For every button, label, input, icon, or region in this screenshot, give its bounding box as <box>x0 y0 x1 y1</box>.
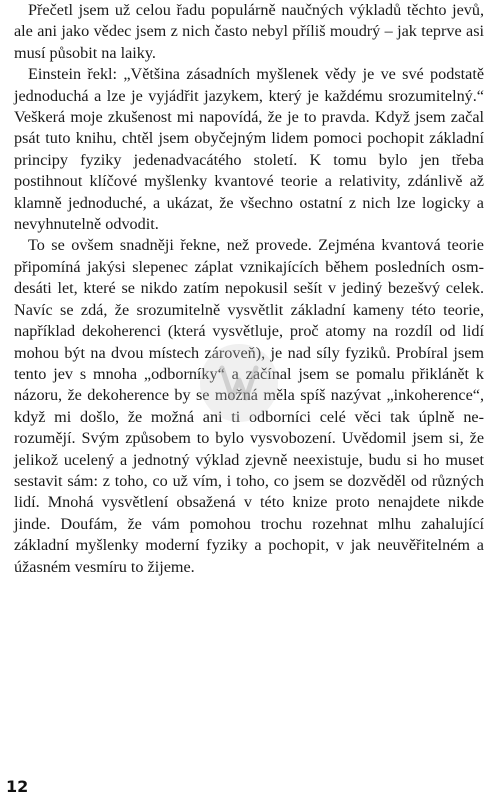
paragraph-3: To se ovšem snadněji řekne, než provede. Zejména kvantová teorie připomíná jakýsi slepenec záplat vznikajících během posledních osmdesáti let, které se nikdo zatím nepokusil sešít v jediný bezešvý celek. Navíc se zdá, že srozumitelně vysvětlit základní kameny této teorie, například dekoherenci (která vysvětluje, proč atomy na rozdíl od lidí mohou být na dvou místech zároveň), je nad síly fyziků. Probíral jsem tento jev s mnoha „odborníky“ a začínal jsem se pomalu přiklánět k názoru, že dekoherence by se možná měla spíš nazývat „inkoherence“, když mi došlo, že možná ani ti odborníci celé věci tak úplně nerozumějí. Svým způsobem to bylo vysvobození. Uvědomil jsem si, že jelikož ucelený a jednotný výklad zjevně neexistuje, budu si ho muset sestavit sám: z toho, co už vím, i toho, co jsem se dozvěděl od různých lidí. Mnohá vysvětlení obsažená v této knize proto nenajdete nikde jinde. Doufám, že vám pomohou trochu rozehnat mlhu zahalující základní myšlenky moderní fyziky a pochopit, v jak neuvěřitelném a úžasném vesmíru to žijeme. <box>14 236 484 576</box>
paragraph-1: Přečetl jsem už celou řadu populárně naučných výkladů těchto jevů, ale ani jako vědec jsem z nich často nebyl příliš moudrý – jak teprve asi musí působit na laiky. <box>14 1 484 62</box>
paragraph-2: Einstein řekl: „Většina zásadních myšlenek vědy je ve své podstatě jednoduchá a lze je vyjádřit jazykem, který je každému srozumitelný.“ Veškerá moje zkušenost mi napovídá, že je to pravda. Když jsem začal psát tuto knihu, chtěl jsem obyčejným lidem pomoci pochopit základní principy fyziky jedenadvacátého století. K tomu bylo jen třeba postihnout klíčové myšlenky kvantové teorie a relativity, zdánlivě až klamně jednoduché, a ukázat, že všechno ostatní z nich lze logicky a nevyhnutelně odvodit. <box>14 65 484 234</box>
page-body <box>14 0 484 578</box>
page-number: 12 <box>6 777 29 796</box>
